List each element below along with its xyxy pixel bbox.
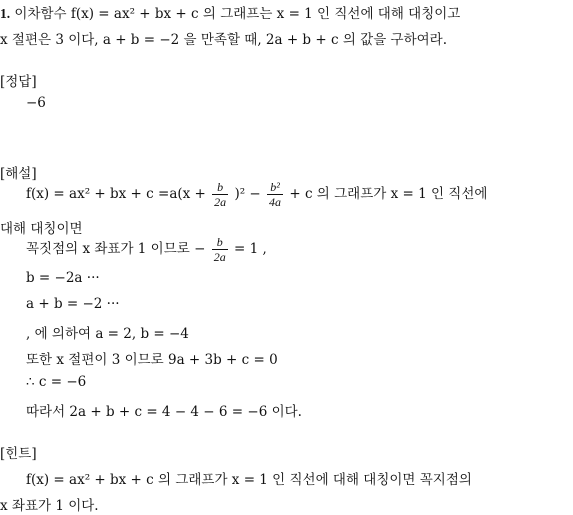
fraction-b-over-2a [212, 180, 228, 209]
answer-value: −6 [26, 95, 46, 111]
solution-line-7: 또한 x 절편이 3 이므로 9a + 3b + c = 0 [26, 352, 278, 368]
solution-line-5: a + b = −2 ··· [26, 296, 120, 312]
hint-line-2: x 좌표가 1 이다. [0, 498, 99, 514]
problem-number: 1. [0, 6, 11, 21]
solution-line-4: b = −2a ··· [26, 270, 100, 286]
solution-line-2: 대해 대칭이면 [0, 221, 83, 237]
fraction-b-over-2a [212, 235, 228, 264]
hint-line-1: f(x) = ax² + bx + c 의 그래프가 x = 1 인 직선에 대해 대칭이면 꼭지점의 [26, 472, 472, 488]
fraction-numerator: b² [270, 180, 280, 194]
problem-text-2: x 절편은 3 이다, a + b = −2 을 만족할 때, 2a + b + c 의 값을 구하여라. [0, 32, 447, 48]
solution-line-8: ∴ c = −6 [26, 374, 87, 390]
fraction-numerator: b [216, 235, 223, 249]
problem-text-1: 이차함수 f(x) = ax² + bx + c 의 그래프는 x = 1 인 직선에 대해 대칭이고 [14, 6, 461, 22]
fraction-b2-over-4a [267, 180, 283, 209]
fraction-denominator: 2a [213, 250, 226, 264]
solution-line-1-c: + c 의 그래프가 x = 1 인 직선에 [289, 186, 488, 202]
solution-line-9: 따라서 2a + b + c = 4 − 4 − 6 = −6 이다. [26, 404, 302, 420]
solution-line-3 [26, 235, 267, 264]
solution-label: [해설] [0, 166, 37, 182]
solution-line-1-a: f(x) = ax² + bx + c =a(x + [26, 186, 206, 202]
problem-line-1 [0, 2, 460, 22]
solution-line-1 [26, 180, 487, 209]
fraction-denominator: 4a [269, 195, 282, 209]
fraction-denominator: 2a [214, 195, 227, 209]
solution-line-1-b: )² − [234, 186, 261, 202]
solution-line-6: , 에 의하여 a = 2, b = −4 [26, 326, 189, 342]
solution-line-3-b: = 1 , [233, 241, 267, 257]
fraction-numerator: b [217, 180, 224, 194]
solution-line-3-a: 꼭짓점의 x 좌표가 1 이므로 − [26, 241, 206, 257]
hint-label: [힌트] [0, 446, 37, 462]
answer-label: [정답] [0, 74, 37, 90]
problem-line-2 [0, 28, 447, 48]
